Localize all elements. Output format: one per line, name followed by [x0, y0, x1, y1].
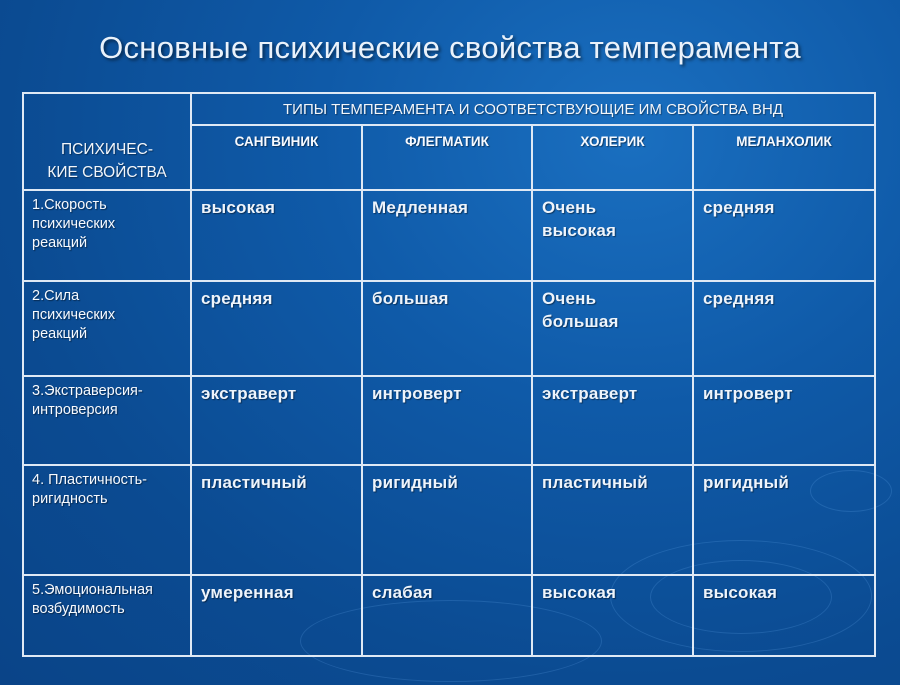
property-label: 3.Экстраверсия- интроверсия: [32, 383, 143, 418]
value-label: ригидный: [372, 473, 458, 492]
value-cell: [191, 190, 362, 281]
value-cell: [532, 465, 693, 575]
table-row: [23, 281, 875, 376]
value-label: интроверт: [703, 384, 793, 403]
value-cell: [362, 465, 532, 575]
type-header-phlegmatic: ФЛЕГМАТИК: [362, 125, 532, 190]
type-header-melancholic: МЕЛАНХОЛИК: [693, 125, 875, 190]
value-cell: [532, 376, 693, 465]
value-cell: [191, 376, 362, 465]
corner-header: [23, 93, 191, 190]
value-label: Очень высокая: [542, 198, 617, 240]
property-cell: [23, 190, 191, 281]
value-cell: [532, 575, 693, 656]
type-header-sanguine: САНГВИНИК: [191, 125, 362, 190]
value-label: средняя: [703, 289, 775, 308]
corner-header-label: ПСИХИЧЕС- КИЕ СВОЙСТВА: [47, 141, 167, 181]
value-label: Медленная: [372, 198, 469, 217]
value-label: экстраверт: [201, 384, 297, 403]
value-cell: [693, 376, 875, 465]
value-label: Очень большая: [542, 289, 619, 331]
property-label: 1.Скорость психических реакций: [32, 197, 116, 251]
table-row: [23, 376, 875, 465]
slide-title: Основные психические свойства темперамента: [99, 30, 801, 65]
value-cell: [693, 281, 875, 376]
value-label: средняя: [201, 289, 273, 308]
table-row: [23, 190, 875, 281]
value-cell: [362, 575, 532, 656]
value-label: пластичный: [201, 473, 307, 492]
table-header-row: [23, 93, 875, 125]
value-cell: [191, 281, 362, 376]
value-cell: [532, 190, 693, 281]
value-label: большая: [372, 289, 449, 308]
value-label: пластичный: [542, 473, 648, 492]
value-cell: [362, 190, 532, 281]
table-row: [23, 465, 875, 575]
value-cell: [362, 281, 532, 376]
value-cell: [693, 190, 875, 281]
property-cell: [23, 281, 191, 376]
value-cell: [191, 575, 362, 656]
temperament-table: [22, 92, 876, 657]
value-label: интроверт: [372, 384, 462, 403]
property-cell: [23, 575, 191, 656]
value-label: ригидный: [703, 473, 789, 492]
table-row: [23, 575, 875, 656]
value-cell: [362, 376, 532, 465]
value-label: умеренная: [201, 583, 294, 602]
value-label: экстраверт: [542, 384, 638, 403]
property-label: 5.Эмоциональная возбудимость: [32, 582, 153, 617]
value-cell: [693, 575, 875, 656]
value-label: высокая: [703, 583, 778, 602]
property-label: 4. Пластичность- ригидность: [32, 472, 147, 507]
value-label: средняя: [703, 198, 775, 217]
property-cell: [23, 465, 191, 575]
value-label: слабая: [372, 583, 433, 602]
property-cell: [23, 376, 191, 465]
type-header-choleric: ХОЛЕРИК: [532, 125, 693, 190]
value-cell: [532, 281, 693, 376]
group-header: ТИПЫ ТЕМПЕРАМЕНТА И СООТВЕТСТВУЮЩИЕ ИМ СВОЙСТВА ВНД: [191, 93, 875, 125]
value-label: высокая: [542, 583, 617, 602]
property-label: 2.Сила психических реакций: [32, 288, 116, 342]
value-cell: [191, 465, 362, 575]
value-cell: [693, 465, 875, 575]
value-label: высокая: [201, 198, 276, 217]
